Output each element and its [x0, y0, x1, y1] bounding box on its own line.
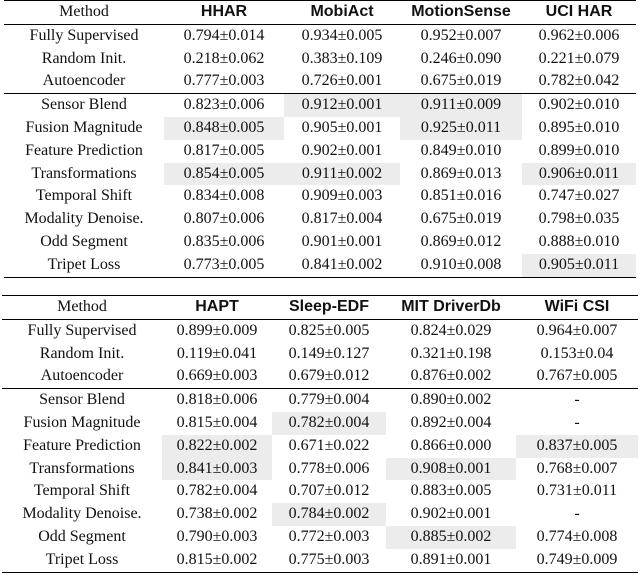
- method-name-cell: Sensor Blend: [39, 391, 125, 409]
- table-row: [2, 526, 638, 549]
- value-cell: 0.899±0.010: [538, 141, 620, 159]
- value-cell: 0.841±0.003: [162, 458, 272, 481]
- method-header: Method: [59, 3, 109, 20]
- table-row: [4, 254, 636, 277]
- value-cell: 0.841±0.002: [301, 255, 383, 273]
- value-cell: 0.925±0.011: [400, 117, 522, 140]
- value-cell: 0.782±0.042: [538, 72, 620, 90]
- value-cell: 0.866±0.000: [410, 436, 492, 454]
- method-name-cell: Fusion Magnitude: [23, 413, 141, 431]
- value-cell: 0.885±0.002: [386, 526, 516, 549]
- method-name-cell: Fully Supervised: [27, 321, 137, 339]
- method-name-cell: Feature Prediction: [25, 141, 143, 159]
- value-cell: 0.768±0.007: [536, 459, 618, 477]
- value-cell: 0.679±0.012: [288, 367, 370, 385]
- value-cell: 0.775±0.003: [288, 550, 370, 568]
- method-name-cell: Feature Prediction: [23, 436, 141, 454]
- value-cell: 0.883±0.005: [410, 482, 492, 500]
- table-row: [2, 458, 638, 481]
- value-cell: 0.149±0.127: [288, 344, 370, 362]
- dataset-header-motionsense: MotionSense: [411, 3, 511, 20]
- table-row: [4, 70, 636, 93]
- value-cell: 0.794±0.014: [183, 26, 265, 44]
- value-cell: 0.964±0.007: [536, 321, 618, 339]
- value-cell: 0.962±0.006: [538, 26, 620, 44]
- dataset-header-hhar: HHAR: [200, 3, 248, 20]
- method-name-cell: Autoencoder: [40, 367, 124, 385]
- value-cell: 0.835±0.006: [183, 232, 265, 250]
- method-name-cell: Random Init.: [39, 344, 125, 362]
- value-cell: 0.952±0.007: [420, 26, 502, 44]
- method-name-cell: Odd Segment: [38, 527, 126, 545]
- value-cell: 0.782±0.004: [272, 412, 386, 435]
- value-cell: 0.321±0.198: [410, 344, 492, 362]
- value-cell: 0.823±0.006: [183, 96, 265, 114]
- value-cell: 0.671±0.022: [288, 436, 370, 454]
- value-cell: 0.905±0.011: [522, 254, 636, 277]
- value-cell: 0.749±0.009: [536, 550, 618, 568]
- value-cell: 0.767±0.005: [536, 367, 618, 385]
- value-cell: 0.798±0.035: [538, 210, 620, 228]
- method-name-cell: Fusion Magnitude: [25, 118, 143, 136]
- value-cell: 0.824±0.029: [410, 321, 492, 339]
- method-name-cell: Sensor Blend: [41, 96, 127, 114]
- value-cell: 0.910±0.008: [420, 255, 502, 273]
- method-name-cell: Fully Supervised: [29, 26, 139, 44]
- table-row: [2, 480, 638, 503]
- value-cell: 0.876±0.002: [410, 367, 492, 385]
- method-name-cell: Modality Denoise.: [22, 505, 142, 523]
- value-cell: 0.119±0.041: [176, 344, 258, 362]
- value-cell: 0.837±0.005: [516, 435, 638, 458]
- value-cell: 0.669±0.003: [176, 367, 258, 385]
- value-cell: 0.779±0.004: [288, 391, 370, 409]
- value-cell: 0.738±0.002: [176, 505, 258, 523]
- value-cell: 0.815±0.002: [176, 550, 258, 568]
- table-row: [2, 319, 638, 342]
- method-name-cell: Tripet Loss: [47, 255, 121, 273]
- value-cell: 0.790±0.003: [176, 527, 258, 545]
- value-cell: 0.905±0.001: [301, 118, 383, 136]
- table-header-row: [4, 1, 636, 25]
- results-table-1: [4, 0, 636, 278]
- value-cell: 0.731±0.011: [536, 482, 618, 500]
- value-cell: 0.784±0.002: [272, 503, 386, 526]
- value-cell: 0.772±0.003: [288, 527, 370, 545]
- value-cell: 0.777±0.003: [183, 72, 265, 90]
- table-row: [2, 365, 638, 388]
- table-row: [2, 549, 638, 572]
- value-cell: 0.854±0.005: [164, 163, 284, 186]
- method-name-cell: Transformations: [31, 164, 137, 182]
- method-name-cell: Temporal Shift: [35, 187, 133, 205]
- table-row: [4, 48, 636, 71]
- value-cell: 0.911±0.009: [400, 94, 522, 117]
- method-name-cell: Transformations: [29, 459, 135, 477]
- dataset-header-mobiact: MobiAct: [310, 3, 374, 20]
- value-cell: 0.218±0.062: [183, 49, 265, 67]
- value-cell: 0.782±0.004: [176, 482, 258, 500]
- value-cell: 0.707±0.012: [288, 482, 370, 500]
- table-row: [2, 389, 638, 412]
- value-cell: 0.848±0.005: [164, 117, 284, 140]
- value-cell: 0.815±0.004: [176, 413, 258, 431]
- value-cell: 0.675±0.019: [420, 72, 502, 90]
- dataset-header-uci-har: UCI HAR: [545, 3, 613, 20]
- method-name-cell: Tripet Loss: [45, 550, 119, 568]
- table-row: [4, 94, 636, 117]
- value-cell: 0.221±0.079: [538, 49, 620, 67]
- method-name-cell: Modality Denoise.: [24, 210, 144, 228]
- value-cell: 0.899±0.009: [176, 321, 258, 339]
- value-cell: 0.902±0.001: [301, 141, 383, 159]
- value-cell: 0.383±0.109: [301, 49, 383, 67]
- value-cell: 0.778±0.006: [288, 459, 370, 477]
- value-cell: 0.890±0.002: [410, 391, 492, 409]
- value-cell: 0.825±0.005: [288, 321, 370, 339]
- table-row: [4, 140, 636, 163]
- method-name-cell: Odd Segment: [40, 232, 128, 250]
- value-cell: -: [574, 505, 580, 523]
- table-row: [4, 185, 636, 208]
- value-cell: 0.869±0.012: [420, 232, 502, 250]
- dataset-header-sleep-edf: Sleep-EDF: [288, 298, 369, 315]
- table-row: [4, 208, 636, 231]
- value-cell: 0.902±0.001: [410, 505, 492, 523]
- value-cell: 0.849±0.010: [420, 141, 502, 159]
- value-cell: 0.888±0.010: [538, 232, 620, 250]
- value-cell: 0.153±0.04: [540, 344, 614, 362]
- method-name-cell: Random Init.: [41, 49, 127, 67]
- value-cell: 0.912±0.001: [284, 94, 400, 117]
- method-name-cell: Autoencoder: [42, 72, 126, 90]
- value-cell: 0.773±0.005: [183, 255, 265, 273]
- value-cell: 0.774±0.008: [536, 527, 618, 545]
- table-row: [2, 412, 638, 435]
- value-cell: 0.817±0.004: [301, 210, 383, 228]
- table-row: [4, 117, 636, 140]
- value-cell: 0.246±0.090: [420, 49, 502, 67]
- value-cell: 0.869±0.013: [420, 164, 502, 182]
- value-cell: 0.895±0.010: [538, 118, 620, 136]
- table-row: [2, 343, 638, 366]
- table-row: [2, 503, 638, 526]
- value-cell: -: [574, 391, 580, 409]
- method-header: Method: [57, 298, 107, 315]
- value-cell: 0.908±0.001: [386, 458, 516, 481]
- table-header-row: [2, 296, 638, 320]
- table-row: [4, 163, 636, 186]
- value-cell: 0.851±0.016: [420, 187, 502, 205]
- table-row: [4, 231, 636, 254]
- value-cell: -: [574, 413, 580, 431]
- dataset-header-hapt: HAPT: [195, 298, 239, 315]
- table-row: [4, 24, 636, 47]
- value-cell: 0.817±0.005: [183, 141, 265, 159]
- value-cell: 0.934±0.005: [301, 26, 383, 44]
- value-cell: 0.891±0.001: [410, 550, 492, 568]
- value-cell: 0.726±0.001: [301, 72, 383, 90]
- value-cell: 0.911±0.002: [284, 163, 400, 186]
- value-cell: 0.807±0.006: [183, 210, 265, 228]
- value-cell: 0.747±0.027: [538, 187, 620, 205]
- value-cell: 0.822±0.002: [162, 435, 272, 458]
- results-table-2: [2, 295, 638, 573]
- value-cell: 0.902±0.010: [538, 96, 620, 114]
- value-cell: 0.909±0.003: [301, 187, 383, 205]
- dataset-header-wifi-csi: WiFi CSI: [544, 298, 610, 315]
- table-row: [2, 435, 638, 458]
- value-cell: 0.818±0.006: [176, 391, 258, 409]
- value-cell: 0.901±0.001: [301, 232, 383, 250]
- dataset-header-mit-driverdb: MIT DriverDb: [401, 298, 501, 315]
- method-name-cell: Temporal Shift: [33, 482, 131, 500]
- value-cell: 0.675±0.019: [420, 210, 502, 228]
- value-cell: 0.892±0.004: [410, 413, 492, 431]
- value-cell: 0.906±0.011: [522, 163, 636, 186]
- value-cell: 0.834±0.008: [183, 187, 265, 205]
